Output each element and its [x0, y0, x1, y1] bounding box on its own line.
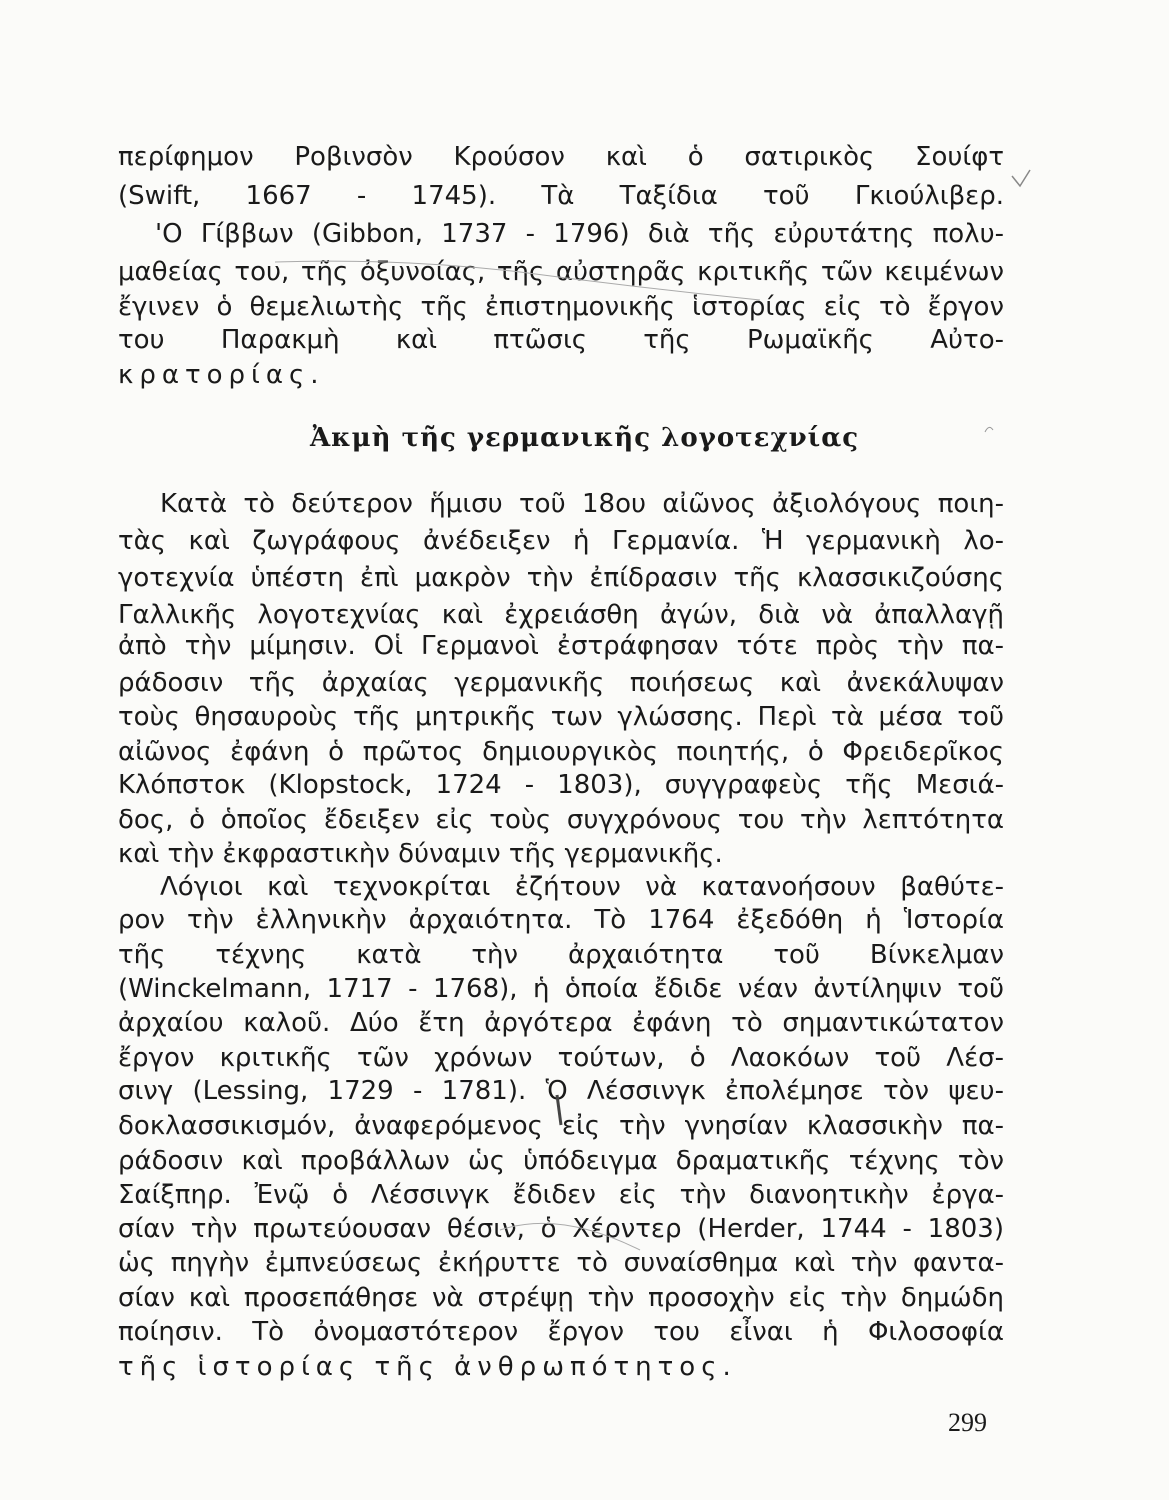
text-line: σινγ (Lessing, 1729 - 1781). Ὁ Λέσσινγκ ἐπολέμησε τὸν ψευ- — [118, 1076, 1004, 1106]
text-line: ἀπὸ τὴν μίμησιν. Οἱ Γερμανοὶ ἐστράφησαν τότε πρὸς τὴν πα- — [118, 631, 1004, 661]
text-line: περίφημον Ροβινσὸν Κρούσον καὶ ὁ σατιρικὸς Σουίφτ — [118, 142, 1004, 172]
text-line: μαθείας του, τῆς ὀξυνοίας, τῆς αὐστηρᾶς κριτικῆς τῶν κειμένων — [118, 257, 1004, 287]
text-line: τὰς καὶ ζωγράφους ἀνέδειξεν ἡ Γερμανία. Ἡ γερμανικὴ λο- — [118, 526, 1004, 556]
text-line: 'Ο Γίββων (Gibbon, 1737 - 1796) διὰ τῆς εὐρυτάτης πολυ- — [155, 219, 1004, 249]
check-mark — [1012, 170, 1030, 186]
text-line: κρατορίας. — [118, 360, 325, 390]
text-line: ράδοσιν τῆς ἀρχαίας γερμανικῆς ποιήσεως καὶ ἀνεκάλυψαν — [118, 668, 1004, 698]
text-line: τοὺς θησαυροὺς τῆς μητρικῆς των γλώσσης. Περὶ τὰ μέσα τοῦ — [118, 702, 1004, 732]
text-line: τῆς τέχνης κατὰ τὴν ἀρχαιότητα τοῦ Βίνκελμαν — [118, 940, 1004, 970]
text-line: γοτεχνία ὑπέστη ἐπὶ μακρὸν τὴν ἐπίδρασιν τῆς κλασσικιζούσης — [118, 563, 1004, 593]
text-line: καὶ τὴν ἐκφραστικὴν δύναμιν τῆς γερμανικῆς. — [118, 839, 723, 869]
section-heading: Ἀκμὴ τῆς γερμανικῆς λογοτεχνίας — [309, 423, 860, 453]
text-line: αἰῶνος ἐφάνη ὁ πρῶτος δημιουργικὸς ποιητής, ὁ Φρειδερῖκος — [118, 737, 1004, 767]
text-line: (Swift, 1667 - 1745). Τὰ Ταξίδια τοῦ Γκιούλιβερ. — [118, 181, 1004, 211]
text-line: δος, ὁ ὁποῖος ἔδειξεν εἰς τοὺς συγχρόνους του τὴν λεπτότητα — [118, 805, 1004, 835]
page-number: 299 — [948, 1408, 987, 1437]
text-line: Σαίξπηρ. Ἐνῷ ὁ Λέσσινγκ ἔδιδεν εἰς τὴν διανοητικὴν ἐργα- — [118, 1180, 1004, 1210]
text-line: τῆς ἱστορίας τῆς ἀνθρωπότητος. — [118, 1352, 737, 1382]
text-line: Γαλλικῆς λογοτεχνίας καὶ ἐχρειάσθη ἀγών, διὰ νὰ ἀπαλλαγῇ — [118, 600, 1004, 630]
text-line: Λόγιοι καὶ τεχνοκρίται ἐζήτουν νὰ κατανοήσουν βαθύτε- — [160, 872, 1004, 902]
text-line: ὡς πηγὴν ἐμπνεύσεως ἐκήρυττε τὸ συναίσθημα καὶ τὴν φαντα- — [118, 1248, 1004, 1278]
text-line: δοκλασσικισμόν, ἀναφερόμενος εἰς τὴν γνησίαν κλασσικὴν πα- — [118, 1111, 1004, 1141]
text-line: ἔγινεν ὁ θεμελιωτὴς τῆς ἐπιστημονικῆς ἱστορίας εἰς τὸ ἔργον — [118, 292, 1004, 322]
text-line: σίαν καὶ προσεπάθησε νὰ στρέψῃ τὴν προσοχὴν εἰς τὴν δημώδη — [118, 1283, 1004, 1313]
text-line: του Παρακμὴ καὶ πτῶσις τῆς Ρωμαϊκῆς Αὐτο- — [118, 325, 1004, 355]
text-line: ρον τὴν ἑλληνικὴν ἀρχαιότητα. Τὸ 1764 ἐξεδόθη ἡ Ἱστορία — [118, 905, 1004, 935]
text-line: ἀρχαίου καλοῦ. Δύο ἔτη ἀργότερα ἐφάνη τὸ σημαντικώτατον — [118, 1008, 1004, 1038]
text-line: (Winckelmann, 1717 - 1768), ἡ ὁποία ἔδιδε νέαν ἀντίληψιν τοῦ — [118, 974, 1004, 1004]
text-line: Κατὰ τὸ δεύτερον ἥμισυ τοῦ 18ου αἰῶνος ἀξιολόγους ποιη- — [160, 489, 1004, 519]
text-line: Κλόπστοκ (Klopstock, 1724 - 1803), συγγραφεὺς τῆς Μεσιά- — [118, 770, 1004, 800]
text-line: ποίησιν. Τὸ ὀνομαστότερον ἔργον του εἶναι ἡ Φιλοσοφία — [118, 1317, 1004, 1347]
text-line: σίαν τὴν πρωτεύουσαν θέσιν, ὁ Χέρντερ (Herder, 1744 - 1803) — [118, 1214, 1004, 1244]
text-line: ἔργον κριτικῆς τῶν χρόνων τούτων, ὁ Λαοκόων τοῦ Λέσ- — [118, 1043, 1004, 1073]
text-line: ράδοσιν καὶ προβάλλων ὡς ὑπόδειγμα δραματικῆς τέχνης τὸν — [118, 1146, 1004, 1176]
